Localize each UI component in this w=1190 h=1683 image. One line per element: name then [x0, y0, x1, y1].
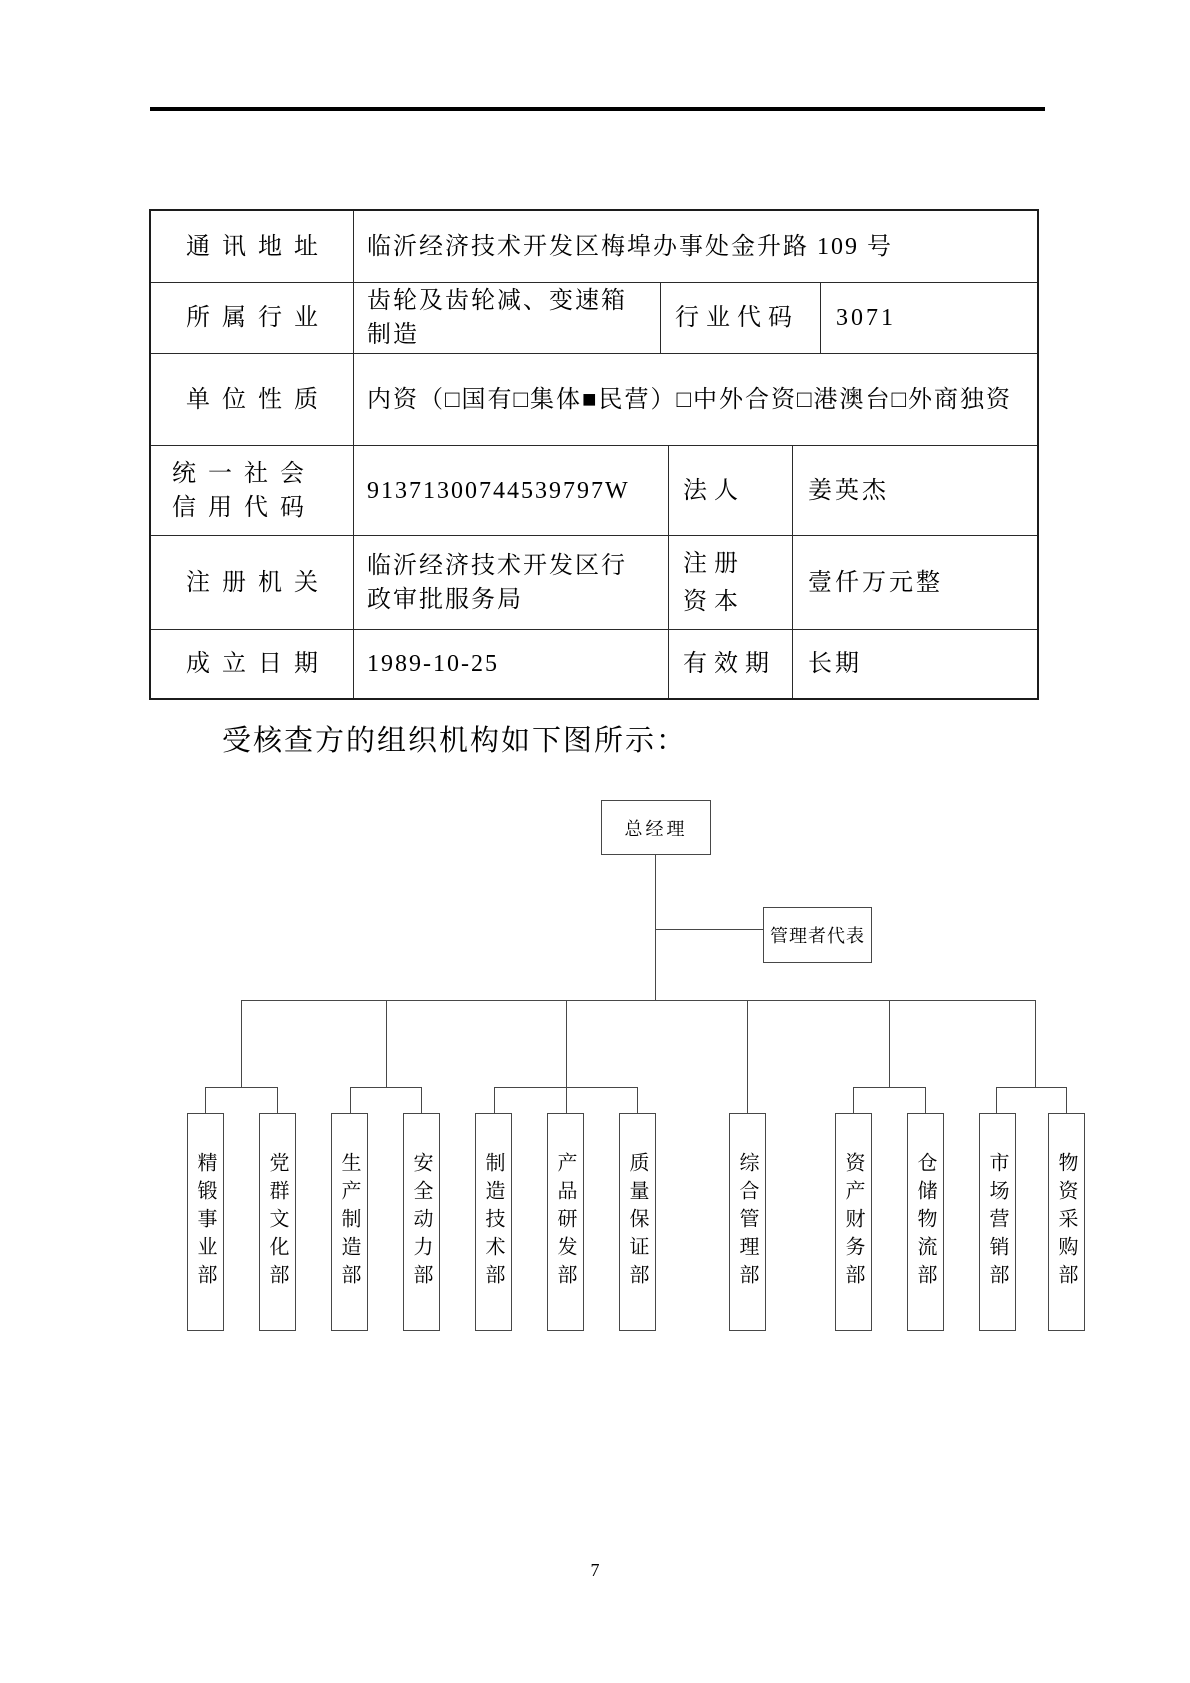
connector-line	[996, 1087, 1066, 1088]
row-sublabel: 法人	[668, 446, 792, 535]
connector-line	[494, 1087, 495, 1113]
table-row	[151, 353, 1037, 445]
connector-line	[386, 1000, 387, 1087]
org-node-department: 市场营销部	[979, 1113, 1016, 1331]
connector-line	[350, 1087, 351, 1113]
org-node-department: 生产制造部	[331, 1113, 368, 1331]
connector-line	[421, 1087, 422, 1113]
connector-line	[205, 1087, 277, 1088]
row-subvalue: 3071	[820, 283, 1037, 353]
intro-text: 受核查方的组织机构如下图所示：	[222, 725, 688, 757]
row-sublabel: 行业代码	[660, 283, 820, 353]
connector-line	[1066, 1087, 1067, 1113]
org-node-department: 综合管理部	[729, 1113, 766, 1331]
row-label	[151, 446, 353, 535]
connector-line	[494, 1087, 638, 1088]
connector-line	[925, 1087, 926, 1113]
connector-line	[205, 1087, 206, 1113]
row-subvalue: 姜英杰	[792, 446, 1037, 535]
row-sublabel-text: 注册资本	[683, 550, 745, 615]
org-node-department: 质量保证部	[619, 1113, 656, 1331]
row-label-text: 统一社会信用代码	[172, 460, 316, 521]
org-node-department: 制造技术部	[475, 1113, 512, 1331]
connector-line	[277, 1087, 278, 1113]
connector-line	[241, 1000, 1036, 1001]
table-row	[151, 445, 1037, 535]
org-node-management-representative: 管理者代表	[763, 907, 872, 963]
row-sublabel	[668, 536, 792, 629]
row-label: 成立日期	[186, 651, 330, 677]
connector-line	[655, 929, 763, 930]
row-subvalue: 壹仟万元整	[792, 536, 1037, 629]
row-value: 临沂经济技术开发区行政审批服务局	[353, 536, 668, 629]
header-rule	[150, 107, 1045, 111]
row-value: 内资（□国有□集体■民营）□中外合资□港澳台□外商独资	[353, 354, 1037, 445]
connector-line	[637, 1087, 638, 1113]
org-node-department: 党群文化部	[259, 1113, 296, 1331]
org-node-department: 产品研发部	[547, 1113, 584, 1331]
org-node-general-manager: 总经理	[601, 800, 711, 855]
org-node-department: 精锻事业部	[187, 1113, 224, 1331]
table-row	[151, 629, 1037, 698]
row-value: 临沂经济技术开发区梅埠办事处金升路 109 号	[353, 211, 1037, 282]
connector-line	[566, 1000, 567, 1113]
connector-line	[241, 1000, 242, 1087]
connector-line	[889, 1000, 890, 1087]
connector-line	[655, 855, 656, 1000]
row-label: 通讯地址	[186, 233, 330, 260]
row-label: 单位性质	[186, 386, 330, 413]
org-node-department: 安全动力部	[403, 1113, 440, 1331]
row-value: 1989-10-25	[353, 630, 668, 698]
org-node-department: 仓储物流部	[907, 1113, 944, 1331]
table-row	[151, 211, 1037, 282]
row-label: 所属行业	[186, 305, 330, 331]
table-row	[151, 282, 1037, 353]
connector-line	[747, 1000, 748, 1113]
connector-line	[853, 1087, 854, 1113]
row-sublabel: 有效期	[668, 630, 792, 698]
row-subvalue: 长期	[792, 630, 1037, 698]
row-value: 齿轮及齿轮减、变速箱制造	[353, 283, 660, 353]
row-value: 91371300744539797W	[353, 446, 668, 535]
org-node-department: 资产财务部	[835, 1113, 872, 1331]
connector-line	[350, 1087, 421, 1088]
company-info-table	[149, 209, 1039, 700]
connector-line	[1035, 1000, 1036, 1087]
row-label: 注册机关	[186, 569, 330, 596]
connector-line	[853, 1087, 925, 1088]
table-row	[151, 535, 1037, 629]
org-node-department: 物资采购部	[1048, 1113, 1085, 1331]
page-number: 7	[590, 1560, 600, 1580]
connector-line	[996, 1087, 997, 1113]
